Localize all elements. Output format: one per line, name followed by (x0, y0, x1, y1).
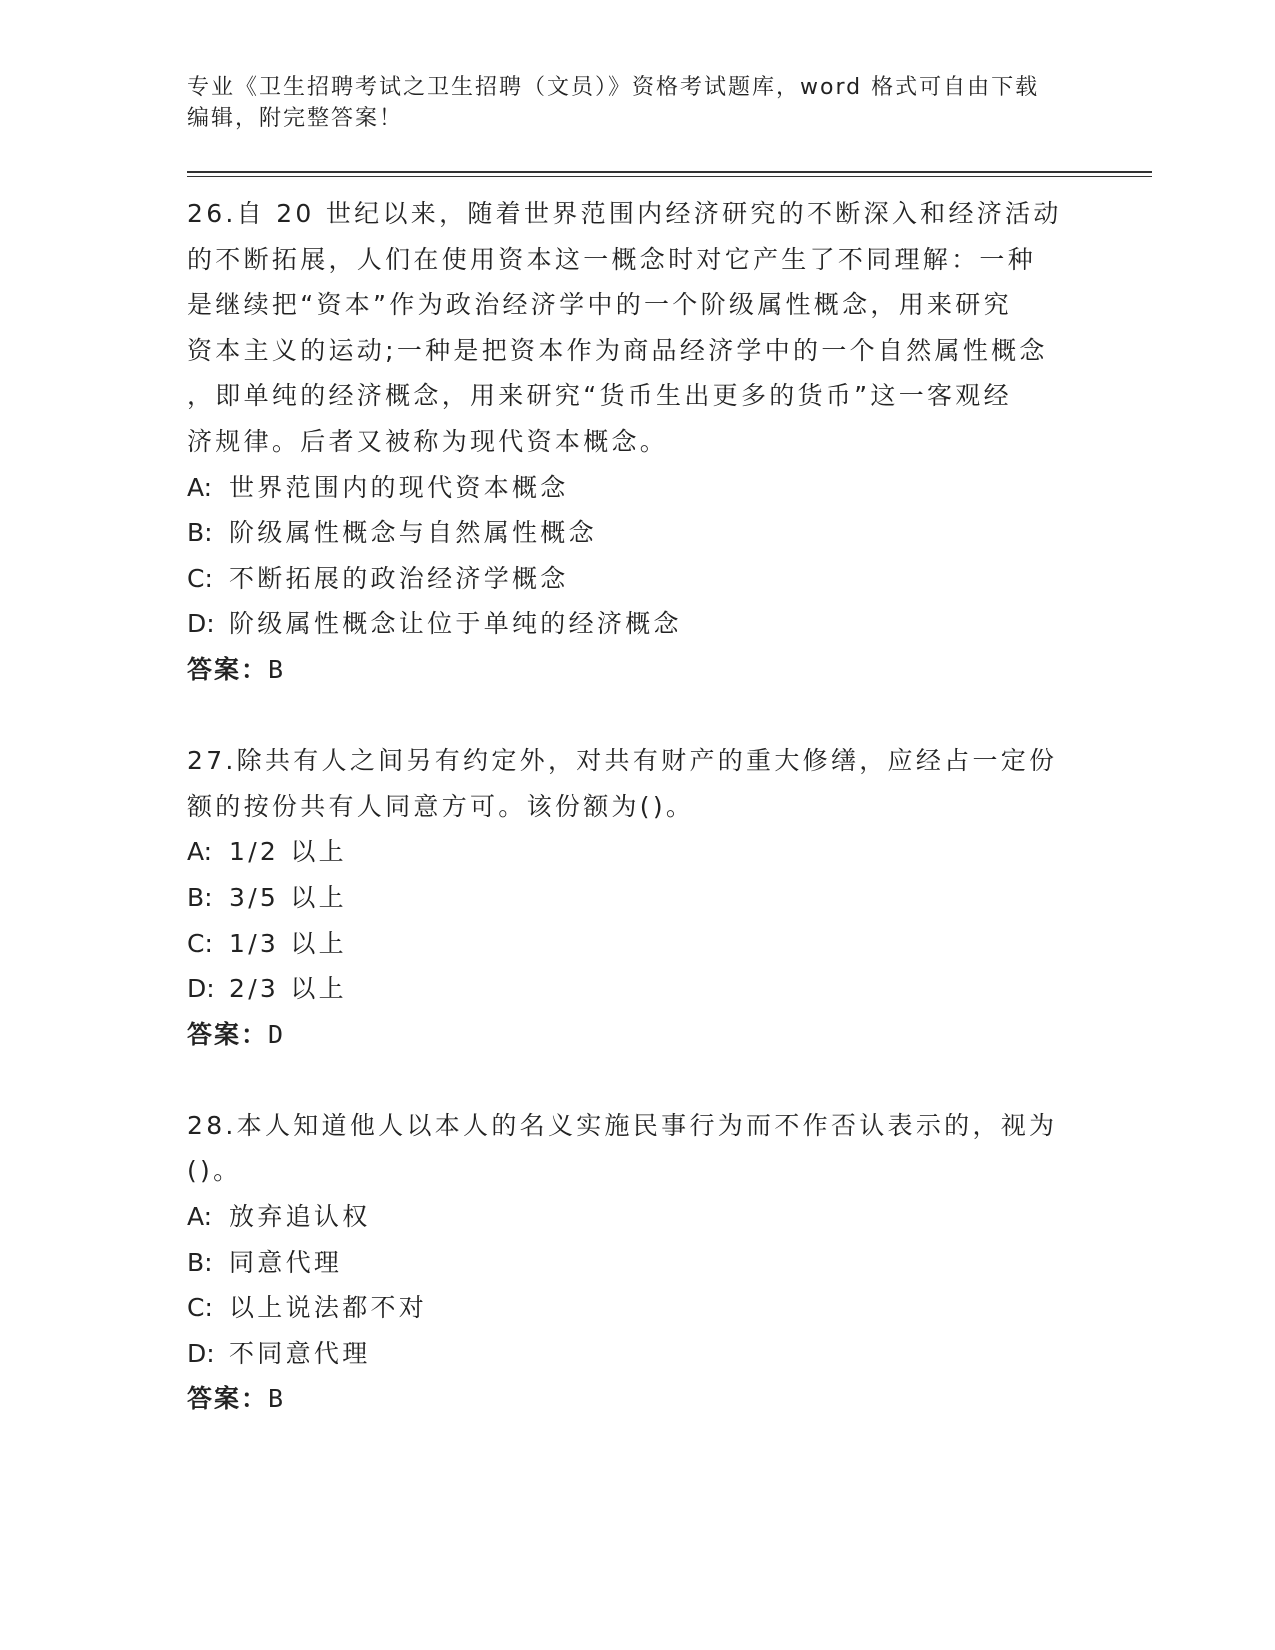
option-text: 3/5 以上 (229, 882, 347, 912)
stem-line: 28.本人知道他人以本人的名义实施民事行为而不作否认表示的，视为 (187, 1110, 1058, 1140)
stem-line: 26.自 20 世纪以来，随着世界范围内经济研究的不断深入和经济活动 (187, 199, 1062, 228)
answer-line (187, 1012, 1067, 1058)
question-stem (187, 738, 1067, 829)
question-spacer (187, 693, 1067, 739)
option-key: A: (187, 837, 213, 867)
answer-value: D (268, 1019, 285, 1049)
question-26 (187, 191, 1067, 693)
option-b (187, 510, 1067, 556)
stem-line: 资本主义的运动;一种是把资本作为商品经济学中的一个自然属性概念 (187, 335, 1048, 365)
option-key: D: (187, 609, 215, 639)
option-text: 放弃追认权 (229, 1202, 371, 1232)
option-text: 1/2 以上 (229, 837, 347, 867)
header-line-1: 专业《卫生招聘考试之卫生招聘（文员）》资格考试题库，word 格式可自由下载 (187, 75, 1040, 100)
stem-line: 额的按份共有人同意方可。该份额为()。 (187, 791, 695, 821)
option-key: B: (187, 518, 213, 548)
option-text: 阶级属性概念与自然属性概念 (229, 518, 597, 548)
option-key: B: (187, 1247, 213, 1277)
question-list (187, 191, 1067, 1422)
answer-value: B (268, 654, 285, 684)
document-header (187, 72, 1087, 134)
stem-line: 是继续把“资本”作为政治经济学中的一个阶级属性概念，用来研究 (187, 290, 1012, 320)
option-a (187, 465, 1067, 511)
option-a (187, 1194, 1067, 1240)
stem-line: 27.除共有人之间另有约定外，对共有财产的重大修缮，应经占一定份 (187, 746, 1058, 776)
option-key: B: (187, 882, 213, 912)
answer-label: 答案： (187, 1019, 269, 1049)
answer-label: 答案： (187, 1384, 269, 1414)
option-text: 2/3 以上 (229, 974, 347, 1004)
stem-line: 的不断拓展，人们在使用资本这一概念时对它产生了不同理解：一种 (187, 244, 1037, 274)
option-a (187, 829, 1067, 875)
option-text: 1/3 以上 (229, 928, 347, 958)
option-c (187, 921, 1067, 967)
header-divider-thick (187, 171, 1152, 173)
option-text: 阶级属性概念让位于单纯的经济概念 (229, 609, 682, 639)
stem-line: ()。 (187, 1156, 242, 1186)
option-b (187, 875, 1067, 921)
question-stem (187, 1103, 1067, 1194)
stem-line: ，即单纯的经济概念，用来研究“货币生出更多的货币”这一客观经 (187, 381, 1012, 411)
option-text: 不断拓展的政治经济学概念 (229, 563, 569, 593)
option-text: 不同意代理 (229, 1338, 371, 1368)
answer-label: 答案： (187, 654, 269, 684)
option-key: A: (187, 1202, 213, 1232)
option-d (187, 1331, 1067, 1377)
option-c (187, 556, 1067, 602)
question-28 (187, 1103, 1067, 1422)
option-text: 以上说法都不对 (229, 1293, 428, 1323)
option-key: C: (187, 1293, 213, 1323)
option-key: D: (187, 1338, 215, 1368)
answer-line (187, 647, 1067, 693)
stem-line: 济规律。后者又被称为现代资本概念。 (187, 426, 669, 456)
option-d (187, 601, 1067, 647)
option-d (187, 966, 1067, 1012)
option-key: C: (187, 563, 213, 593)
option-b (187, 1240, 1067, 1286)
header-divider-thin (187, 176, 1152, 177)
question-27 (187, 738, 1067, 1057)
option-text: 世界范围内的现代资本概念 (229, 472, 569, 502)
header-line-2: 编辑，附完整答案！ (187, 106, 404, 131)
option-key: D: (187, 974, 215, 1004)
option-key: A: (187, 472, 213, 502)
option-text: 同意代理 (229, 1247, 343, 1277)
option-key: C: (187, 928, 213, 958)
answer-line (187, 1376, 1067, 1422)
question-spacer (187, 1057, 1067, 1103)
question-stem (187, 191, 1067, 465)
answer-value: B (268, 1384, 285, 1414)
option-c (187, 1285, 1067, 1331)
